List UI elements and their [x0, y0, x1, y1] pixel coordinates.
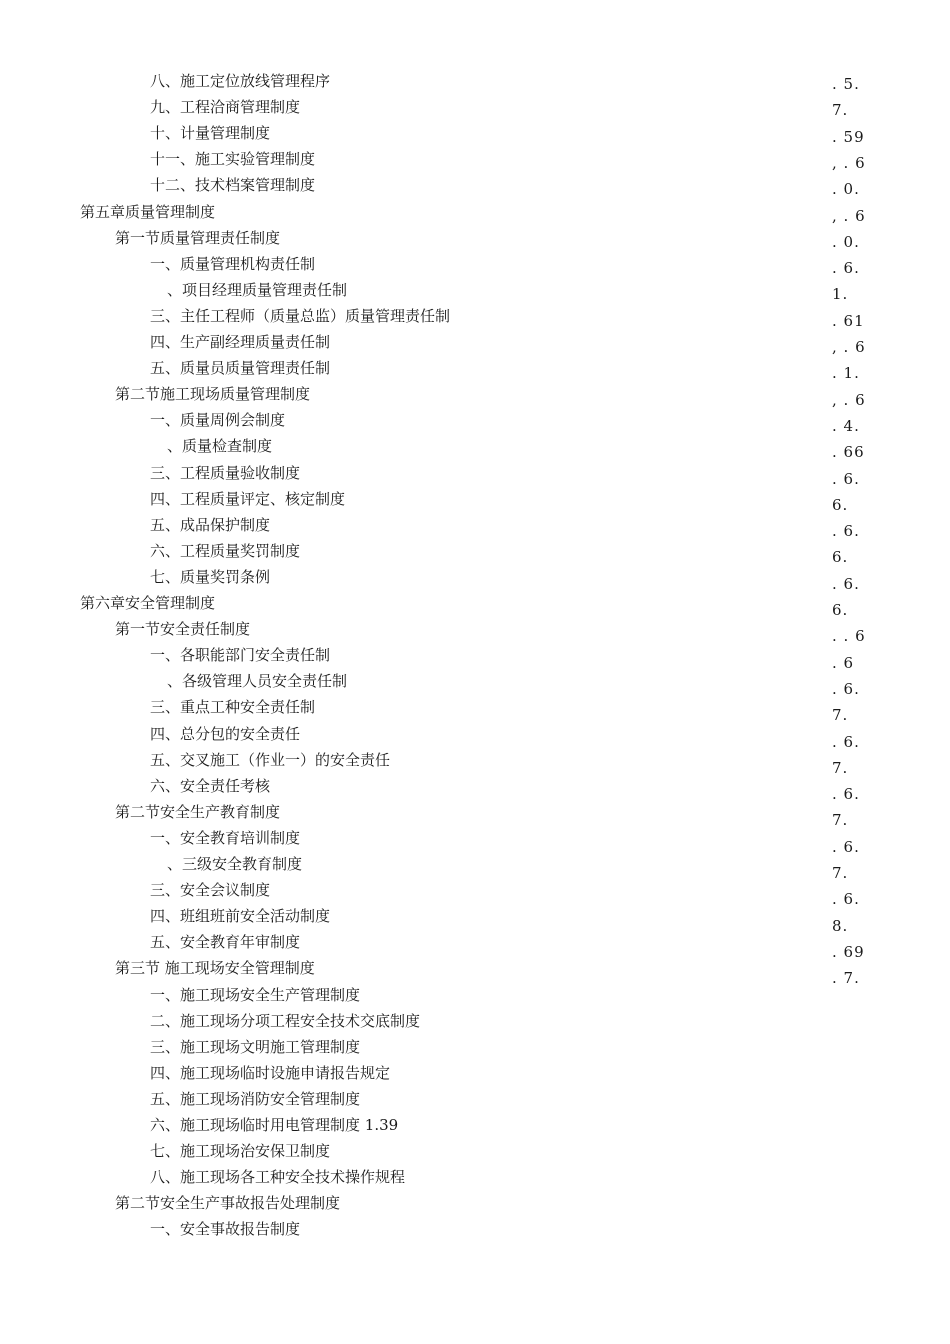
toc-page-number: . 6.	[832, 259, 860, 278]
toc-entry: 四、工程质量评定、核定制度	[150, 489, 346, 508]
toc-page-number: 7.	[832, 864, 849, 882]
toc-entry: 四、生产副经理质量责任制	[150, 333, 331, 351]
toc-entry: 一、安全事故报告制度	[150, 1220, 301, 1239]
toc-entry: 、各级管理人员安全责任制	[167, 672, 348, 691]
toc-entry: 五、施工现场消防安全管理制度	[150, 1089, 361, 1108]
toc-entry: 六、安全责任考核	[150, 776, 271, 795]
toc-page-number: . 5.	[832, 75, 860, 93]
toc-entry: 六、施工现场临时用电管理制度 1.39	[150, 1116, 399, 1134]
toc-entry: 十、计量管理制度	[150, 124, 271, 143]
toc-entry: 九、工程洽商管理制度	[150, 98, 301, 117]
toc-entry: 、质量检查制度	[167, 437, 273, 456]
toc-page-number: , . 6	[832, 206, 866, 225]
toc-page-number: 8.	[832, 916, 849, 935]
toc-page-number: . 6	[832, 653, 855, 672]
toc-page-number: . 0.	[832, 180, 860, 199]
toc-entry: 一、各职能部门安全责任制	[150, 646, 331, 665]
toc-page-number: . 4.	[832, 416, 860, 435]
toc-page-number: 6.	[832, 601, 849, 619]
toc-entry: 三、施工现场文明施工管理制度	[150, 1037, 361, 1056]
toc-entry: 第一节质量管理责任制度	[115, 228, 281, 247]
toc-entry: 一、安全教育培训制度	[150, 828, 301, 847]
toc-entry: 六、工程质量奖罚制度	[150, 541, 301, 560]
toc-page-number: . 1.	[832, 364, 860, 383]
toc-page-number: . 6.	[832, 574, 860, 593]
toc-page-number: 1.	[832, 285, 849, 304]
toc-page-number: 6.	[832, 548, 849, 567]
toc-page-number: . 6.	[832, 890, 860, 909]
toc-page-number: . 61	[832, 311, 865, 330]
toc-page-number: . 7.	[832, 969, 860, 988]
toc-page-number: . 59	[832, 127, 865, 146]
toc-entry: 八、施工定位放线管理程序	[150, 72, 331, 90]
toc-entry: 三、工程质量验收制度	[150, 463, 301, 482]
page-number-column	[832, 0, 932, 1344]
toc-entry: 一、质量周例会制度	[150, 411, 286, 430]
toc-entry: 第二节安全生产事故报告处理制度	[115, 1194, 341, 1213]
toc-entry: 七、施工现场治安保卫制度	[150, 1142, 331, 1161]
toc-entry: 五、成品保护制度	[150, 515, 271, 534]
toc-page-number: . 6.	[832, 522, 860, 541]
toc-entry: 、项目经理质量管理责任制	[167, 280, 348, 299]
toc-page-number: 7.	[832, 706, 849, 725]
toc-page-number: . 69	[832, 942, 865, 961]
toc-entry: 第三节 施工现场安全管理制度	[115, 959, 315, 978]
toc-entry: 三、安全会议制度	[150, 881, 271, 900]
toc-page-number: . 6.	[832, 679, 860, 698]
toc-entry: 、三级安全教育制度	[167, 855, 303, 873]
toc-page-number: 7.	[832, 758, 849, 777]
toc-entry: 五、质量员质量管理责任制	[150, 359, 331, 378]
toc-entry: 八、施工现场各工种安全技术操作规程	[150, 1168, 406, 1187]
toc-entry: 第二节安全生产教育制度	[115, 802, 281, 821]
toc-page-number: . 6.	[832, 469, 860, 488]
toc-page-number: . 0.	[832, 232, 860, 251]
toc-entry: 第二节施工现场质量管理制度	[115, 385, 311, 404]
toc-entry: 一、质量管理机构责任制	[150, 254, 316, 273]
toc-page-number: . 6.	[832, 785, 860, 804]
toc-entry: 四、总分包的安全责任	[150, 724, 301, 743]
toc-entry: 五、安全教育年审制度	[150, 933, 301, 952]
toc-page-number: 6.	[832, 495, 849, 514]
toc-entry: 三、重点工种安全责任制	[150, 698, 316, 717]
toc-entry: 四、班组班前安全活动制度	[150, 907, 331, 926]
toc-page-number: . . 6	[832, 627, 866, 646]
toc-entry: 七、质量奖罚条例	[150, 567, 271, 586]
toc-entry: 五、交叉施工（作业一）的安全责任	[150, 750, 391, 769]
toc-entry: 十一、施工实验管理制度	[150, 150, 316, 169]
toc-entry: 二、施工现场分项工程安全技术交底制度	[150, 1011, 421, 1030]
toc-entry: 四、施工现场临时设施申请报告规定	[150, 1063, 391, 1082]
toc-page-number: , . 6	[832, 153, 866, 172]
toc-page-number: . 66	[832, 443, 865, 462]
toc-page-number: . 6.	[832, 732, 860, 751]
toc-entry: 十二、技术档案管理制度	[150, 176, 316, 195]
toc-entry: 一、施工现场安全生产管理制度	[150, 985, 361, 1004]
toc-page-number: , . 6	[832, 390, 866, 409]
toc-page-number: . 6.	[832, 837, 860, 856]
toc-entry: 第一节安全责任制度	[115, 620, 251, 639]
toc-entry: 第六章安全管理制度	[80, 594, 216, 612]
toc-entry: 第五章质量管理制度	[80, 202, 216, 221]
toc-page-number: , . 6	[832, 338, 866, 356]
toc-page-number: 7.	[832, 811, 849, 830]
toc-page-number: 7.	[832, 101, 849, 120]
toc-entry: 三、主任工程师（质量总监）质量管理责任制	[150, 306, 451, 325]
